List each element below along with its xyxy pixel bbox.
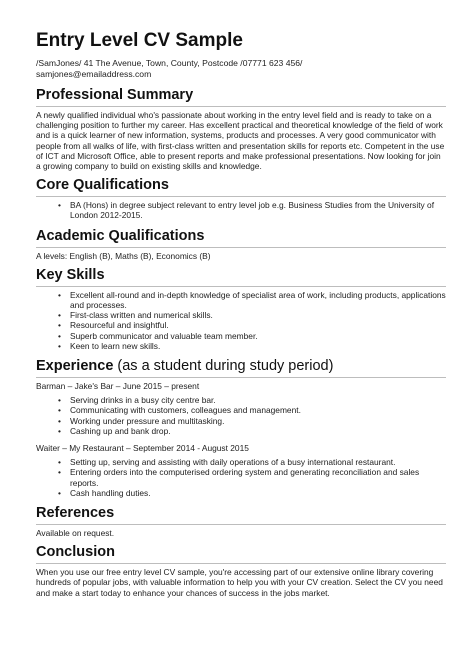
job-role: Waiter – My Restaurant – September 2014 - August 2015 (36, 443, 249, 454)
academic-text: A levels: English (B), Maths (B), Economics (B) (36, 250, 211, 261)
qualification-list (36, 200, 446, 220)
list-item: • Keen to learn new skills. (58, 341, 446, 351)
contact-address: /SamJones/ 41 The Avenue, Town, County, Postcode /07771 623 456/ (36, 58, 303, 68)
summary-text: A newly qualified individual who's passionate about working in the entry level field and is ready to take on a challenging position to further my career. Has excellent practical and theoretical knowledge of the field of work and is a quick learner of new information, systems, products and processes. A very good communicator with people from all walks of life, with first-class written and presentation skills for reports etc. Competent in the use of ICT and Microsoft Office, able to present reports and make professional presentations. Now looking for join a growing company to build on existing skills and knowledge. (36, 110, 445, 172)
job-duties-list (36, 395, 446, 436)
section-heading: Academic Qualifications (36, 228, 446, 248)
section-heading: References (36, 505, 446, 525)
section-references (36, 505, 446, 538)
list-item: • Excellent all-round and in-depth knowledge of specialist area of work, including products, applications and processes. (58, 290, 446, 310)
list-item: • Cashing up and bank drop. (58, 426, 446, 436)
job-duties-list (36, 457, 446, 498)
list-item: • Communicating with customers, colleagues and management. (58, 405, 446, 415)
list-item: • First-class written and numerical skills. (58, 310, 446, 320)
list-item: • Resourceful and insightful. (58, 320, 446, 330)
list-item: • Setting up, serving and assisting with daily operations of a busy international restaurant. (58, 457, 446, 467)
conclusion-text: When you use our free entry level CV sample, you're accessing part of our extensive online library covering hundreds of popular jobs, with valuable information to help you with your CV creation. Select the CV you need and make a start today to enhance your chances of success in the jobs market. (36, 567, 443, 598)
section-conclusion (36, 544, 446, 598)
section-heading: Core Qualifications (36, 177, 446, 197)
section-key-skills (36, 267, 446, 351)
section-experience (36, 358, 446, 498)
list-item: • Entering orders into the computerised ordering system and generating reconciliation and sales reports. (58, 467, 446, 487)
cv-title: Entry Level CV Sample (36, 30, 243, 51)
references-text: Available on request. (36, 528, 115, 539)
job-role: Barman – Jake's Bar – June 2015 – present (36, 381, 200, 392)
section-heading: Professional Summary (36, 87, 446, 107)
contact-details (36, 58, 446, 79)
list-item: • Serving drinks in a busy city centre bar. (58, 395, 446, 405)
cv-page (36, 30, 446, 604)
list-item: • BA (Hons) in degree subject relevant to entry level job e.g. Business Studies from the University of London 2012-2015. (58, 200, 446, 220)
section-heading: Conclusion (36, 544, 446, 564)
list-item: • Working under pressure and multitasking. (58, 416, 446, 426)
section-professional-summary (36, 87, 446, 171)
list-item: • Cash handling duties. (58, 488, 446, 498)
contact-email: samjones@emailaddress.com (36, 68, 152, 79)
section-academic-qualifications (36, 228, 446, 261)
skills-list (36, 290, 446, 351)
section-heading: Experience (as a student during study period) (36, 358, 446, 378)
section-heading: Key Skills (36, 267, 446, 287)
list-item: • Superb communicator and valuable team member. (58, 331, 446, 341)
section-core-qualifications (36, 177, 446, 220)
